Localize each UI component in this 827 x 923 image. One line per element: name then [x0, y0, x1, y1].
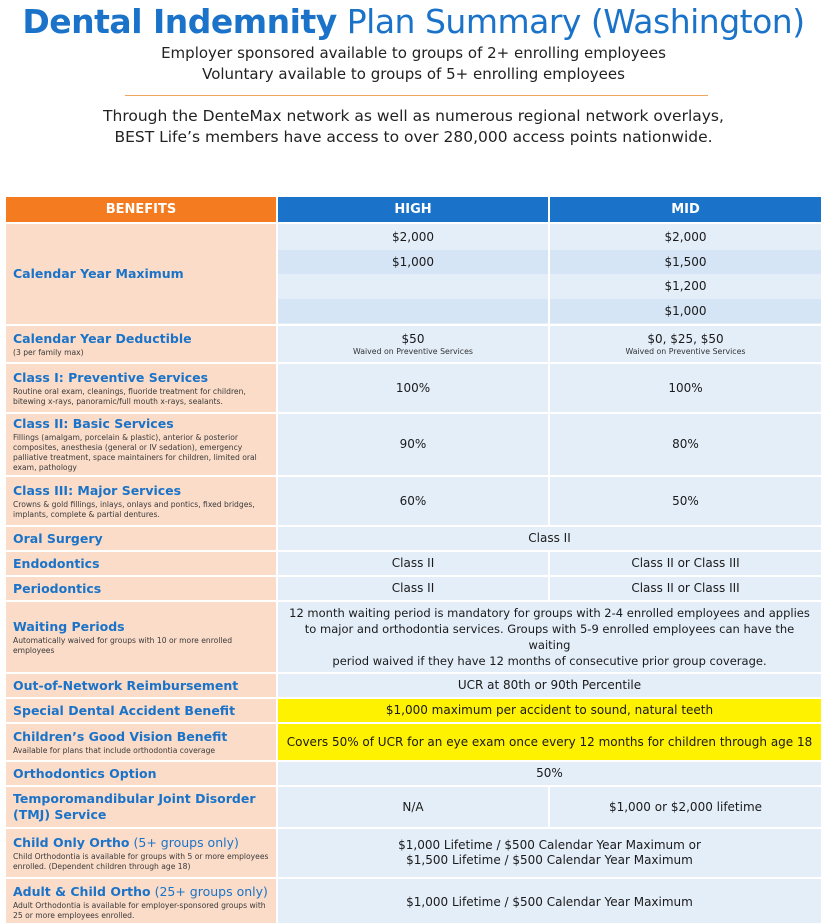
cell-both: $1,000 Lifetime / $500 Calendar Year Maximum — [277, 878, 822, 923]
table-row — [5, 761, 822, 786]
label-description: Adult Orthodontia is available for employer-sponsored groups with 25 or more employees enrolled. — [13, 900, 266, 920]
label-description: Available for plans that include orthodontia coverage — [13, 745, 216, 755]
label-suffix: (5+ groups only) — [129, 834, 239, 850]
waiting-line-2: to major and orthodontia services. Groups with 5-9 enrolled employees can have the waiting — [304, 622, 795, 652]
table-row — [5, 786, 822, 828]
cell-mid — [549, 223, 822, 325]
benefits-table — [4, 195, 823, 923]
cell-both: 50% — [277, 761, 822, 786]
cell-high: 60% — [277, 476, 549, 526]
intro-line-1: Through the DenteMax network as well as numerous regional network overlays, — [103, 107, 724, 125]
value: $1,000 — [278, 250, 548, 275]
value — [278, 274, 548, 299]
value — [278, 299, 548, 324]
label-deductible: Calendar Year Deductible — [13, 330, 192, 346]
table-row — [5, 601, 822, 673]
table-row — [5, 698, 822, 723]
label-periodontics: Periodontics — [13, 580, 102, 596]
table-row — [5, 526, 822, 551]
row-label — [5, 698, 277, 723]
waiting-line-3: period waived if they have 12 months of consecutive prior group coverage. — [332, 654, 767, 668]
cell-high: N/A — [277, 786, 549, 828]
label-tmj: Temporomandibular Joint Disorder (TMJ) Service — [13, 791, 256, 822]
label-child-ortho — [13, 835, 269, 851]
divider — [125, 95, 708, 96]
row-label — [5, 363, 277, 413]
table-row — [5, 325, 822, 363]
label-description: Routine oral exam, cleanings, fluoride treatment for children, bitewing x-rays, panoramic/full mouth x-rays, sealants. — [13, 386, 246, 406]
table-row — [5, 551, 822, 576]
label-description: Child Orthodontia is available for groups with 5 or more employees enrolled. (Dependent children through age 18) — [13, 851, 269, 871]
row-label — [5, 526, 277, 551]
label-accident: Special Dental Accident Benefit — [13, 702, 236, 718]
row-label — [5, 761, 277, 786]
row-label — [5, 723, 277, 761]
cell-both: Covers 50% of UCR for an eye exam once every 12 months for children through age 18 — [277, 723, 822, 761]
row-label — [5, 601, 277, 673]
row-label — [5, 223, 277, 325]
cell-both: Class II — [277, 526, 822, 551]
value: $2,000 — [392, 230, 434, 244]
cell-mid: 50% — [549, 476, 822, 526]
label-class3: Class III: Major Services — [13, 482, 182, 498]
subtitle-voluntary: Voluntary available to groups of 5+ enrolling employees — [202, 65, 625, 83]
cell-both: UCR at 80th or 90th Percentile — [277, 673, 822, 698]
cell-high: Class II — [277, 576, 549, 601]
label-class2: Class II: Basic Services — [13, 416, 174, 431]
row-label — [5, 786, 277, 828]
table-row — [5, 878, 822, 923]
value: $1,500 — [550, 250, 821, 275]
cell-high: 100% — [277, 363, 549, 413]
label-oon: Out-of-Network Reimbursement — [13, 677, 239, 693]
cell-mid: 80% — [549, 413, 822, 476]
value-note: Waived on Preventive Services — [625, 346, 746, 356]
table-row — [5, 576, 822, 601]
label-description: Automatically waived for groups with 10 or more enrolled employees — [13, 635, 233, 655]
cell-mid: 100% — [549, 363, 822, 413]
label-calendar-max: Calendar Year Maximum — [13, 266, 184, 281]
label-main: Child Only Ortho — [13, 834, 130, 850]
header-benefits: BENEFITS — [5, 196, 277, 223]
child-ortho-line-1: $1,000 Lifetime / $500 Calendar Year Maximum or — [398, 838, 701, 852]
label-vision: Children’s Good Vision Benefit — [13, 728, 228, 744]
row-label — [5, 673, 277, 698]
value: $1,200 — [664, 279, 707, 293]
subtitle-employer: Employer sponsored available to groups of 2+ enrolling employees — [161, 44, 666, 62]
table-row — [5, 723, 822, 761]
value: $2,000 — [664, 230, 707, 244]
table-header-row — [5, 196, 822, 223]
value: $0, $25, $50 — [647, 331, 724, 346]
label-ortho: Orthodontics Option — [13, 765, 157, 781]
label-description: (3 per family max) — [13, 347, 84, 357]
row-label — [5, 576, 277, 601]
header-high: HIGH — [277, 196, 549, 223]
cell-both: $1,000 maximum per accident to sound, natural teeth — [277, 698, 822, 723]
cell-high — [277, 223, 549, 325]
header-mid: MID — [549, 196, 822, 223]
cell-mid: Class II or Class III — [549, 551, 822, 576]
child-ortho-line-2: $1,500 Lifetime / $500 Calendar Year Maximum — [406, 853, 693, 867]
label-oral-surgery: Oral Surgery — [13, 530, 103, 546]
waiting-line-1: 12 month waiting period is mandatory for groups with 2-4 enrolled employees and applies — [289, 606, 810, 620]
label-description: Crowns & gold fillings, inlays, onlays and pontics, fixed bridges, implants, complete & partial dentures. — [13, 499, 255, 519]
value: $50 — [401, 331, 425, 346]
row-label — [5, 878, 277, 923]
table-row — [5, 413, 822, 476]
cell-both — [277, 601, 822, 673]
cell-both — [277, 828, 822, 878]
label-waiting: Waiting Periods — [13, 618, 125, 634]
label-adult-ortho — [13, 884, 269, 900]
label-suffix: (25+ groups only) — [150, 883, 268, 899]
table-row — [5, 476, 822, 526]
row-label — [5, 551, 277, 576]
cell-mid: Class II or Class III — [549, 576, 822, 601]
cell-mid — [549, 325, 822, 363]
cell-high — [277, 325, 549, 363]
page-title — [0, 2, 827, 42]
row-label — [5, 828, 277, 878]
label-main: Adult & Child Ortho — [13, 883, 151, 899]
label-description: Fillings (amalgam, porcelain & plastic), anterior & posterior composites, anesthesia (general or IV sedation), emergency palliative treatment, space maintainers for children, limited oral exam, pathology — [13, 433, 257, 472]
cell-mid: $1,000 or $2,000 lifetime — [549, 786, 822, 828]
intro-line-2: BEST Life’s members have access to over 280,000 access points nationwide. — [114, 128, 713, 146]
table-row — [5, 828, 822, 878]
title-bold: Dental Indemnity — [22, 2, 337, 41]
title-light: Plan Summary (Washington) — [336, 2, 805, 41]
row-label — [5, 325, 277, 363]
label-class1: Class I: Preventive Services — [13, 369, 209, 385]
table-row — [5, 223, 822, 325]
table-row — [5, 363, 822, 413]
row-label — [5, 413, 277, 476]
row-label — [5, 476, 277, 526]
cell-high: 90% — [277, 413, 549, 476]
table-row — [5, 673, 822, 698]
value-note: Waived on Preventive Services — [353, 346, 473, 356]
label-endodontics: Endodontics — [13, 555, 100, 571]
cell-high: Class II — [277, 551, 549, 576]
value: $1,000 — [550, 299, 821, 324]
